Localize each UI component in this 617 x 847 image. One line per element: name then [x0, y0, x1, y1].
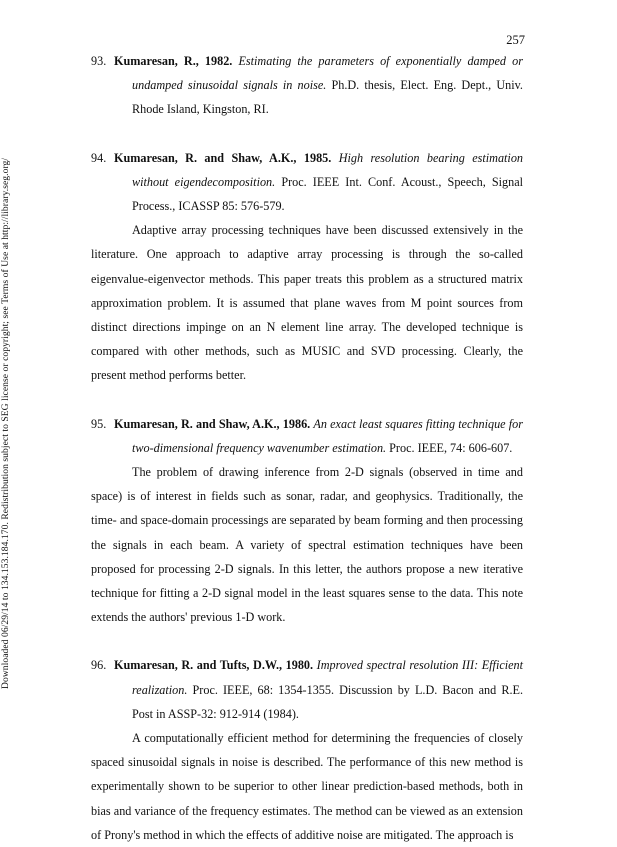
download-notice-text: Downloaded 06/29/14 to 134.153.184.170. Redistribution subject to SEG license or copyright; see Terms of Use at http://library.seg.org/	[0, 157, 11, 689]
download-notice	[0, 124, 14, 689]
entry-number: 94.	[91, 150, 107, 165]
entry-authors: Kumaresan, R. and Shaw, A.K., 1985.	[114, 150, 332, 165]
entry-abstract: A computationally efficient method for determining the frequencies of closely spaced sinusoidal signals in noise is described. The performance of this new method is experimentally shown to be superior to other linear prediction-based methods, both in bias and variance of the frequency estimates. The method can be viewed as an extension of Prony's method in which the effects of additive noise are mitigated. The approach is	[91, 731, 523, 842]
entry-source: Proc. IEEE Int. Conf. Acoust., Speech, Signal Process., ICASSP 85: 576-579.	[132, 174, 524, 214]
reference-entry-94	[91, 146, 523, 388]
entry-title: An exact least squares fitting technique for two-dimensional frequency wavenumber estimation.	[132, 416, 524, 455]
citation	[91, 49, 523, 122]
entry-title: High resolution bearing estimation without eigendecomposition.	[132, 150, 524, 189]
entry-number: 93.	[91, 54, 107, 68]
reference-entry-93	[91, 49, 523, 122]
entry-number: 96.	[91, 658, 107, 673]
entry-abstract: The problem of drawing inference from 2-D signals (observed in time and space) is of interest in fields such as sonar, radar, and geophysics. Traditionally, the time- and space-domain processings are separated by beam forming and then processing the signals in each beam. A variety of spectral estimation techniques have been proposed for processing 2-D signals. In this letter, the authors propose a new iterative technique for fitting a 2-D signal model in the least squares sense to the data. This note extends the authors' previous 1-D work.	[91, 465, 523, 625]
citation	[91, 653, 523, 726]
entry-authors: Kumaresan, R. and Tufts, D.W., 1980.	[114, 658, 314, 673]
entry-authors: Kumaresan, R. and Shaw, A.K., 1986.	[114, 416, 311, 431]
citation	[91, 412, 523, 460]
entry-title: Estimating the parameters of exponentially damped or undamped sinusoidal signals in noise.	[132, 54, 523, 93]
entry-authors: Kumaresan, R., 1982.	[114, 54, 233, 68]
entry-source: Proc. IEEE, 74: 606-607.	[389, 440, 513, 455]
reference-entry-96	[91, 653, 523, 847]
page-number: 257	[506, 33, 525, 47]
entry-title: Improved spectral resolution III: Efficient realization.	[132, 658, 524, 697]
entry-number: 95.	[91, 416, 107, 431]
entry-source: Proc. IEEE, 68: 1354-1355. Discussion by L.D. Bacon and R.E. Post in ASSP-32: 912-914 (1984).	[132, 682, 523, 721]
reference-list	[91, 49, 523, 847]
entry-abstract: Adaptive array processing techniques have been discussed extensively in the literature. One approach to adaptive array processing is through the so-called eigenvalue-eigenvector methods. This paper treats this problem as a structured matrix approximation problem. It is assumed that plane waves from M point sources from distinct directions impinge on an N element line array. The developed technique is compared with other methods, such as MUSIC and SVD processing. Clearly, the present method performs better.	[91, 223, 523, 383]
reference-entry-95	[91, 412, 523, 630]
entry-source: Ph.D. thesis, Elect. Eng. Dept., Univ. Rhode Island, Kingston, RI.	[132, 78, 523, 117]
citation	[91, 146, 523, 219]
